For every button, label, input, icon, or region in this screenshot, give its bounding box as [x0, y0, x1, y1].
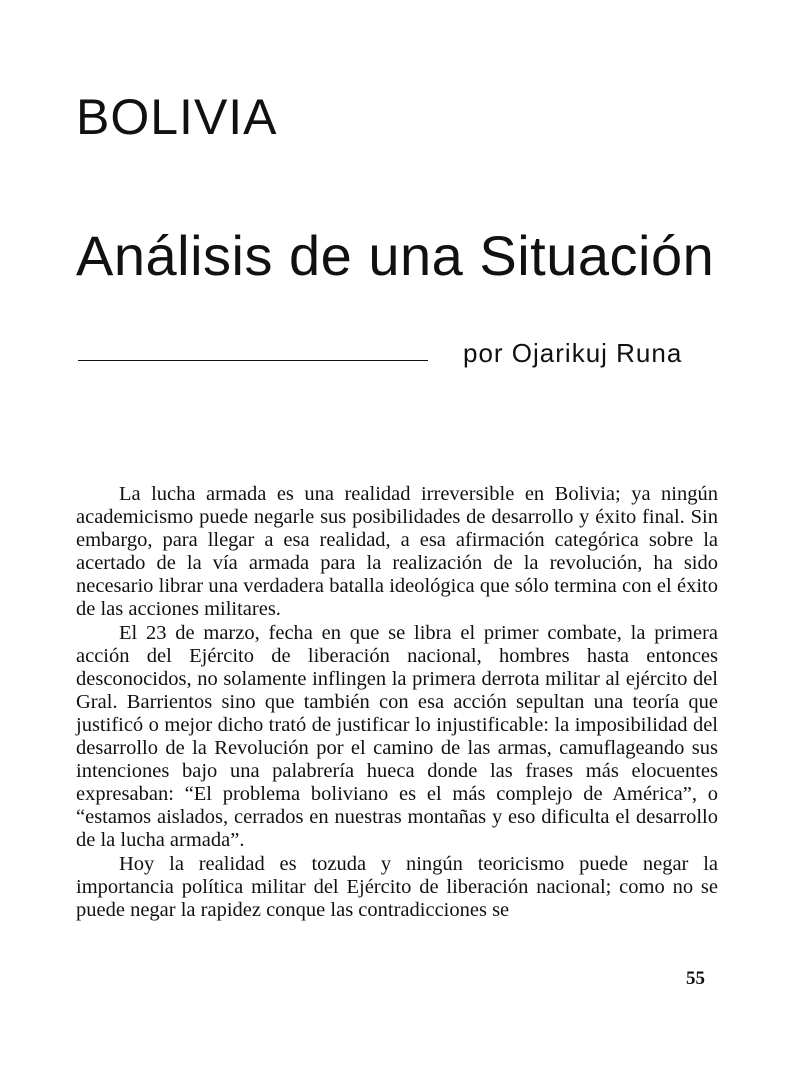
byline: por Ojarikuj Runa: [463, 338, 683, 368]
paragraph-2: El 23 de marzo, fecha en que se libra el primer combate, la primera acción del Ejército de liberación nacional, hombres hasta entonces desconocidos, no solamente inflingen la primera derrota militar al ejército del Gral. Barrientos sino que también con esa acción sepultan una teoría que justificó o mejor dicho trató de justificar lo injustificable: la imposibilidad del desarrollo de la Revolución por el camino de las armas, camuflageando sus intenciones bajo una palabrería hueca donde las frases más elocuentes expresaban: “El problema boliviano es el más complejo de América”, o “estamos aislados, cerrados en nuestras montañas y eso dificulta el desarrollo de la lucha armada”.: [76, 621, 718, 852]
article-title: Análisis de una Situación: [76, 224, 715, 287]
paragraph-3: Hoy la realidad es tozuda y ningún teoricismo puede negar la importancia política militar del Ejército de liberación nacional; como no se puede negar la rapidez conque las contradicciones se: [76, 852, 718, 921]
country-heading: BOLIVIA: [76, 89, 278, 145]
page-number: 55: [686, 968, 705, 989]
byline-rule: [78, 360, 428, 361]
article-body: [76, 483, 718, 922]
paragraph-1: La lucha armada es una realidad irreversible en Bolivia; ya ningún academicismo puede negarle sus posibilidades de desarrollo y éxito final. Sin embargo, para llegar a esa realidad, a esa afirmación categórica sobre la acertado de la vía armada para la realización de la revolución, ha sido necesario librar una verdadera batalla ideológica que sólo termina con el éxito de las acciones militares.: [76, 483, 718, 621]
